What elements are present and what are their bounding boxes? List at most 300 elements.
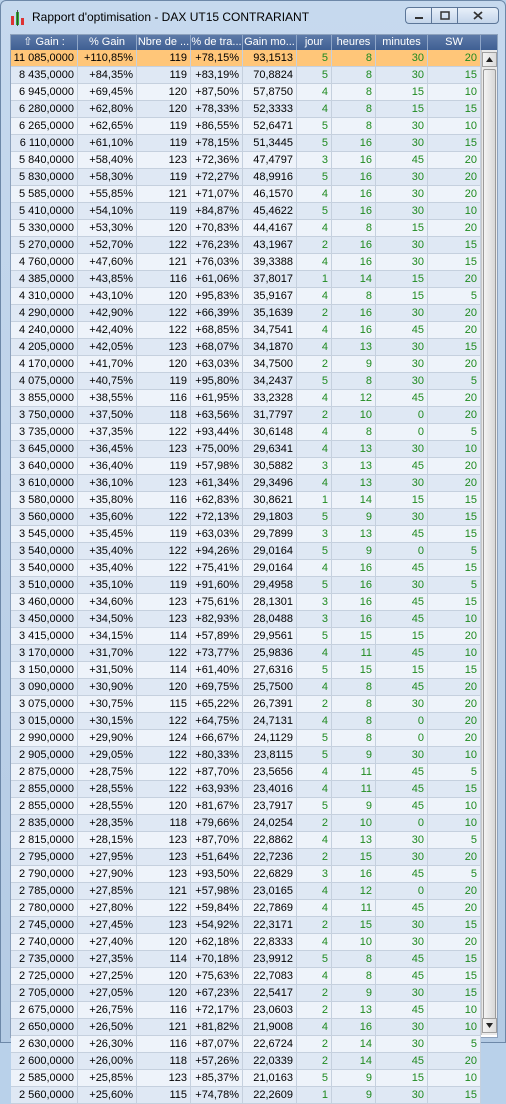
table-row[interactable]	[11, 475, 481, 492]
cell-minutes: 30	[376, 747, 428, 763]
cell-average-gain: 35,1639	[243, 305, 297, 321]
cell-percent-gain: +52,70%	[78, 237, 137, 253]
table-row[interactable]	[11, 866, 481, 883]
column-header-percent-gain[interactable]: % Gain	[78, 35, 137, 50]
scroll-up-button[interactable]	[482, 52, 497, 67]
cell-trade-count: 118	[137, 407, 191, 423]
cell-jour: 4	[297, 339, 332, 355]
cell-gain: 3 645,0000	[11, 441, 78, 457]
cell-trade-count: 122	[137, 509, 191, 525]
cell-heures: 16	[332, 203, 376, 219]
cell-gain: 4 290,0000	[11, 305, 78, 321]
cell-percent-gain: +27,40%	[78, 934, 137, 950]
cell-jour: 4	[297, 288, 332, 304]
table-row[interactable]	[11, 339, 481, 356]
cell-gain: 2 795,0000	[11, 849, 78, 865]
cell-jour: 5	[297, 543, 332, 559]
cell-heures: 13	[332, 441, 376, 457]
cell-trade-count: 119	[137, 203, 191, 219]
cell-percent-trades: +63,03%	[191, 356, 243, 372]
cell-heures: 9	[332, 1087, 376, 1103]
cell-trade-count: 123	[137, 849, 191, 865]
cell-sw: 10	[428, 798, 481, 814]
column-header-heures[interactable]: heures	[332, 35, 376, 50]
cell-trade-count: 122	[137, 781, 191, 797]
cell-sw: 20	[428, 900, 481, 916]
table-row[interactable]	[11, 356, 481, 373]
cell-minutes: 0	[376, 424, 428, 440]
table-row[interactable]	[11, 526, 481, 543]
cell-jour: 5	[297, 50, 332, 66]
cell-trade-count: 120	[137, 934, 191, 950]
cell-percent-gain: +25,85%	[78, 1070, 137, 1086]
column-header-gain[interactable]: ⇧ Gain :	[11, 35, 78, 50]
cell-percent-gain: +26,50%	[78, 1019, 137, 1035]
cell-gain: 2 855,0000	[11, 798, 78, 814]
table-row[interactable]	[11, 849, 481, 866]
cell-heures: 14	[332, 1036, 376, 1052]
cell-percent-trades: +64,75%	[191, 713, 243, 729]
table-row[interactable]	[11, 611, 481, 628]
table-row[interactable]	[11, 747, 481, 764]
table-row[interactable]	[11, 985, 481, 1002]
table-row[interactable]	[11, 271, 481, 288]
cell-percent-gain: +35,40%	[78, 543, 137, 559]
cell-gain: 3 075,0000	[11, 696, 78, 712]
table-row[interactable]	[11, 781, 481, 798]
cell-percent-trades: +70,18%	[191, 951, 243, 967]
table-row[interactable]	[11, 798, 481, 815]
cell-trade-count: 118	[137, 1053, 191, 1069]
cell-percent-gain: +31,50%	[78, 662, 137, 678]
cell-sw: 10	[428, 118, 481, 134]
cell-gain: 3 450,0000	[11, 611, 78, 627]
cell-percent-gain: +27,45%	[78, 917, 137, 933]
cell-average-gain: 51,3445	[243, 135, 297, 151]
cell-jour: 5	[297, 577, 332, 593]
cell-jour: 2	[297, 815, 332, 831]
table-row[interactable]	[11, 186, 481, 203]
table-row[interactable]	[11, 84, 481, 101]
grid-header	[11, 35, 497, 50]
cell-gain: 3 015,0000	[11, 713, 78, 729]
table-row[interactable]	[11, 254, 481, 271]
column-header-sw[interactable]: SW	[428, 35, 481, 50]
window-title: Rapport d'optimisation - DAX UT15 CONTRARIANT	[32, 10, 310, 24]
cell-percent-trades: +63,93%	[191, 781, 243, 797]
cell-jour: 4	[297, 101, 332, 117]
cell-gain: 11 085,0000	[11, 50, 78, 66]
cell-gain: 5 330,0000	[11, 220, 78, 236]
table-row[interactable]	[11, 662, 481, 679]
cell-sw: 5	[428, 832, 481, 848]
cell-percent-gain: +37,50%	[78, 407, 137, 423]
column-header-jour[interactable]: jour	[297, 35, 332, 50]
cell-jour: 4	[297, 883, 332, 899]
cell-percent-trades: +93,50%	[191, 866, 243, 882]
cell-sw: 20	[428, 390, 481, 406]
cell-average-gain: 27,6316	[243, 662, 297, 678]
table-row[interactable]	[11, 169, 481, 186]
cell-trade-count: 123	[137, 866, 191, 882]
table-row[interactable]	[11, 764, 481, 781]
table-row[interactable]	[11, 237, 481, 254]
cell-jour: 4	[297, 560, 332, 576]
cell-percent-gain: +26,30%	[78, 1036, 137, 1052]
cell-minutes: 45	[376, 781, 428, 797]
cell-sw: 15	[428, 526, 481, 542]
column-header-minutes[interactable]: minutes	[376, 35, 428, 50]
table-row[interactable]	[11, 934, 481, 951]
cell-trade-count: 119	[137, 577, 191, 593]
cell-average-gain: 44,4167	[243, 220, 297, 236]
cell-average-gain: 28,0488	[243, 611, 297, 627]
cell-trade-count: 122	[137, 713, 191, 729]
cell-percent-trades: +67,23%	[191, 985, 243, 1001]
cell-gain: 3 610,0000	[11, 475, 78, 491]
cell-jour: 4	[297, 475, 332, 491]
cell-gain: 2 585,0000	[11, 1070, 78, 1086]
cell-average-gain: 22,5417	[243, 985, 297, 1001]
cell-gain: 6 265,0000	[11, 118, 78, 134]
table-row[interactable]	[11, 815, 481, 832]
scroll-down-button[interactable]	[482, 1018, 497, 1033]
cell-minutes: 45	[376, 390, 428, 406]
cell-jour: 1	[297, 492, 332, 508]
cell-percent-trades: +74,78%	[191, 1087, 243, 1103]
cell-gain: 3 415,0000	[11, 628, 78, 644]
cell-percent-trades: +70,83%	[191, 220, 243, 236]
cell-percent-gain: +30,90%	[78, 679, 137, 695]
cell-percent-trades: +68,07%	[191, 339, 243, 355]
cell-sw: 20	[428, 934, 481, 950]
table-row[interactable]	[11, 883, 481, 900]
cell-minutes: 15	[376, 220, 428, 236]
cell-jour: 4	[297, 968, 332, 984]
cell-trade-count: 119	[137, 373, 191, 389]
table-row[interactable]	[11, 492, 481, 509]
cell-minutes: 15	[376, 628, 428, 644]
cell-sw: 15	[428, 1087, 481, 1103]
cell-gain: 2 745,0000	[11, 917, 78, 933]
table-row[interactable]	[11, 390, 481, 407]
cell-percent-trades: +76,03%	[191, 254, 243, 270]
scrollbar-thumb[interactable]	[483, 69, 496, 1029]
column-header-trade-count[interactable]: Nbre de ...	[137, 36, 190, 48]
cell-percent-trades: +61,95%	[191, 390, 243, 406]
cell-heures: 8	[332, 713, 376, 729]
cell-percent-gain: +53,30%	[78, 220, 137, 236]
cell-sw: 15	[428, 781, 481, 797]
cell-jour: 5	[297, 509, 332, 525]
table-row[interactable]	[11, 679, 481, 696]
cell-heures: 8	[332, 424, 376, 440]
table-row[interactable]	[11, 696, 481, 713]
cell-percent-gain: +27,90%	[78, 866, 137, 882]
cell-heures: 11	[332, 781, 376, 797]
results-grid	[10, 34, 498, 1101]
table-row[interactable]	[11, 1019, 481, 1036]
cell-heures: 13	[332, 832, 376, 848]
cell-minutes: 45	[376, 560, 428, 576]
cell-trade-count: 115	[137, 696, 191, 712]
cell-gain: 2 905,0000	[11, 747, 78, 763]
cell-heures: 16	[332, 237, 376, 253]
cell-jour: 5	[297, 135, 332, 151]
cell-jour: 2	[297, 849, 332, 865]
cell-minutes: 30	[376, 135, 428, 151]
table-row[interactable]	[11, 322, 481, 339]
cell-trade-count: 114	[137, 951, 191, 967]
table-row[interactable]	[11, 118, 481, 135]
cell-minutes: 30	[376, 50, 428, 66]
cell-jour: 4	[297, 832, 332, 848]
table-row[interactable]	[11, 832, 481, 849]
table-row[interactable]	[11, 50, 481, 67]
table-row[interactable]	[11, 951, 481, 968]
cell-sw: 20	[428, 883, 481, 899]
cell-percent-gain: +35,45%	[78, 526, 137, 542]
cell-average-gain: 29,0164	[243, 543, 297, 559]
table-row[interactable]	[11, 713, 481, 730]
table-row[interactable]	[11, 220, 481, 237]
cell-trade-count: 123	[137, 611, 191, 627]
cell-minutes: 45	[376, 526, 428, 542]
cell-jour: 5	[297, 373, 332, 389]
table-row[interactable]	[11, 1087, 481, 1104]
table-row[interactable]	[11, 1002, 481, 1019]
cell-jour: 4	[297, 934, 332, 950]
table-row[interactable]	[11, 288, 481, 305]
table-row[interactable]	[11, 730, 481, 747]
table-row[interactable]	[11, 135, 481, 152]
table-row[interactable]	[11, 305, 481, 322]
cell-trade-count: 121	[137, 186, 191, 202]
cell-heures: 8	[332, 84, 376, 100]
cell-gain: 5 270,0000	[11, 237, 78, 253]
table-row[interactable]	[11, 628, 481, 645]
cell-average-gain: 30,8621	[243, 492, 297, 508]
cell-percent-trades: +95,83%	[191, 288, 243, 304]
cell-sw: 15	[428, 254, 481, 270]
cell-heures: 11	[332, 645, 376, 661]
cell-minutes: 45	[376, 968, 428, 984]
cell-percent-trades: +63,03%	[191, 526, 243, 542]
cell-minutes: 30	[376, 305, 428, 321]
cell-jour: 3	[297, 866, 332, 882]
cell-sw: 20	[428, 271, 481, 287]
cell-sw: 20	[428, 322, 481, 338]
table-row[interactable]	[11, 424, 481, 441]
cell-sw: 10	[428, 203, 481, 219]
cell-jour: 4	[297, 220, 332, 236]
cell-average-gain: 52,6471	[243, 118, 297, 134]
cell-heures: 15	[332, 628, 376, 644]
cell-percent-gain: +36,45%	[78, 441, 137, 457]
cell-percent-trades: +94,26%	[191, 543, 243, 559]
table-row[interactable]	[11, 594, 481, 611]
cell-gain: 6 945,0000	[11, 84, 78, 100]
cell-percent-trades: +75,00%	[191, 441, 243, 457]
table-row[interactable]	[11, 917, 481, 934]
cell-heures: 9	[332, 1070, 376, 1086]
title-bar[interactable]	[1, 1, 505, 33]
cell-trade-count: 119	[137, 67, 191, 83]
cell-trade-count: 116	[137, 271, 191, 287]
cell-minutes: 45	[376, 866, 428, 882]
table-row[interactable]	[11, 509, 481, 526]
table-row[interactable]	[11, 458, 481, 475]
table-row[interactable]	[11, 968, 481, 985]
cell-percent-gain: +36,40%	[78, 458, 137, 474]
cell-jour: 5	[297, 203, 332, 219]
cell-sw: 20	[428, 50, 481, 66]
cell-trade-count: 122	[137, 747, 191, 763]
table-row[interactable]	[11, 373, 481, 390]
cell-heures: 16	[332, 611, 376, 627]
maximize-button[interactable]	[431, 7, 457, 24]
cell-sw: 20	[428, 356, 481, 372]
table-row[interactable]	[11, 407, 481, 424]
cell-percent-gain: +37,35%	[78, 424, 137, 440]
cell-gain: 3 540,0000	[11, 560, 78, 576]
table-row[interactable]	[11, 1053, 481, 1070]
cell-sw: 5	[428, 764, 481, 780]
cell-percent-trades: +59,84%	[191, 900, 243, 916]
cell-jour: 4	[297, 679, 332, 695]
table-row[interactable]	[11, 645, 481, 662]
cell-percent-trades: +51,64%	[191, 849, 243, 865]
cell-percent-trades: +81,67%	[191, 798, 243, 814]
header-corner	[481, 35, 497, 50]
cell-trade-count: 120	[137, 679, 191, 695]
cell-percent-trades: +69,75%	[191, 679, 243, 695]
table-row[interactable]	[11, 101, 481, 118]
cell-percent-trades: +87,70%	[191, 832, 243, 848]
table-row[interactable]	[11, 1070, 481, 1087]
cell-average-gain: 25,7500	[243, 679, 297, 695]
cell-average-gain: 22,6724	[243, 1036, 297, 1052]
cell-minutes: 0	[376, 730, 428, 746]
cell-percent-trades: +80,33%	[191, 747, 243, 763]
table-row[interactable]	[11, 543, 481, 560]
cell-trade-count: 122	[137, 305, 191, 321]
cell-percent-trades: +72,36%	[191, 152, 243, 168]
cell-jour: 2	[297, 305, 332, 321]
cell-jour: 4	[297, 254, 332, 270]
cell-percent-gain: +28,75%	[78, 764, 137, 780]
cell-heures: 11	[332, 900, 376, 916]
cell-sw: 20	[428, 407, 481, 423]
cell-percent-trades: +75,63%	[191, 968, 243, 984]
cell-minutes: 45	[376, 152, 428, 168]
cell-average-gain: 34,2437	[243, 373, 297, 389]
cell-heures: 13	[332, 1002, 376, 1018]
cell-minutes: 30	[376, 1087, 428, 1103]
table-row[interactable]	[11, 577, 481, 594]
cell-heures: 8	[332, 951, 376, 967]
close-button[interactable]	[457, 7, 499, 24]
chart-app-icon	[10, 10, 26, 26]
cell-trade-count: 120	[137, 84, 191, 100]
cell-jour: 3	[297, 526, 332, 542]
cell-sw: 10	[428, 1002, 481, 1018]
cell-average-gain: 22,7236	[243, 849, 297, 865]
cell-trade-count: 119	[137, 118, 191, 134]
cell-gain: 8 435,0000	[11, 67, 78, 83]
cell-average-gain: 23,0603	[243, 1002, 297, 1018]
cell-trade-count: 122	[137, 424, 191, 440]
table-row[interactable]	[11, 67, 481, 84]
cell-trade-count: 122	[137, 560, 191, 576]
minimize-button[interactable]	[405, 7, 431, 24]
cell-trade-count: 123	[137, 1070, 191, 1086]
cell-minutes: 30	[376, 186, 428, 202]
cell-trade-count: 124	[137, 730, 191, 746]
cell-trade-count: 119	[137, 526, 191, 542]
cell-minutes: 45	[376, 594, 428, 610]
cell-trade-count: 120	[137, 985, 191, 1001]
vertical-scrollbar[interactable]	[481, 50, 497, 1035]
cell-sw: 20	[428, 679, 481, 695]
cell-average-gain: 23,7917	[243, 798, 297, 814]
cell-gain: 3 750,0000	[11, 407, 78, 423]
cell-percent-trades: +66,67%	[191, 730, 243, 746]
cell-percent-gain: +31,70%	[78, 645, 137, 661]
column-header-average-gain[interactable]: Gain mo...	[243, 35, 297, 50]
cell-minutes: 0	[376, 815, 428, 831]
cell-jour: 4	[297, 713, 332, 729]
cell-jour: 2	[297, 237, 332, 253]
cell-average-gain: 22,8333	[243, 934, 297, 950]
column-header-percent-trades[interactable]: % de tra...	[191, 36, 242, 48]
cell-heures: 12	[332, 883, 376, 899]
cell-minutes: 30	[376, 1036, 428, 1052]
cell-percent-gain: +58,40%	[78, 152, 137, 168]
table-row[interactable]	[11, 152, 481, 169]
cell-average-gain: 29,3496	[243, 475, 297, 491]
cell-heures: 16	[332, 254, 376, 270]
cell-trade-count: 120	[137, 288, 191, 304]
cell-heures: 8	[332, 696, 376, 712]
cell-sw: 10	[428, 611, 481, 627]
cell-jour: 2	[297, 917, 332, 933]
cell-percent-trades: +57,98%	[191, 883, 243, 899]
cell-sw: 20	[428, 628, 481, 644]
cell-percent-gain: +42,90%	[78, 305, 137, 321]
table-row[interactable]	[11, 203, 481, 220]
cell-minutes: 15	[376, 1070, 428, 1086]
cell-minutes: 45	[376, 679, 428, 695]
table-row[interactable]	[11, 441, 481, 458]
cell-average-gain: 48,9916	[243, 169, 297, 185]
table-row[interactable]	[11, 900, 481, 917]
cell-percent-trades: +93,44%	[191, 424, 243, 440]
cell-trade-count: 122	[137, 764, 191, 780]
table-row[interactable]	[11, 1036, 481, 1053]
cell-percent-trades: +78,15%	[191, 50, 243, 66]
cell-trade-count: 119	[137, 135, 191, 151]
cell-percent-gain: +35,60%	[78, 509, 137, 525]
cell-percent-trades: +73,77%	[191, 645, 243, 661]
cell-jour: 2	[297, 1036, 332, 1052]
cell-gain: 5 840,0000	[11, 152, 78, 168]
table-row[interactable]	[11, 560, 481, 577]
cell-percent-gain: +26,75%	[78, 1002, 137, 1018]
cell-average-gain: 57,8750	[243, 84, 297, 100]
cell-minutes: 15	[376, 662, 428, 678]
cell-percent-gain: +30,15%	[78, 713, 137, 729]
